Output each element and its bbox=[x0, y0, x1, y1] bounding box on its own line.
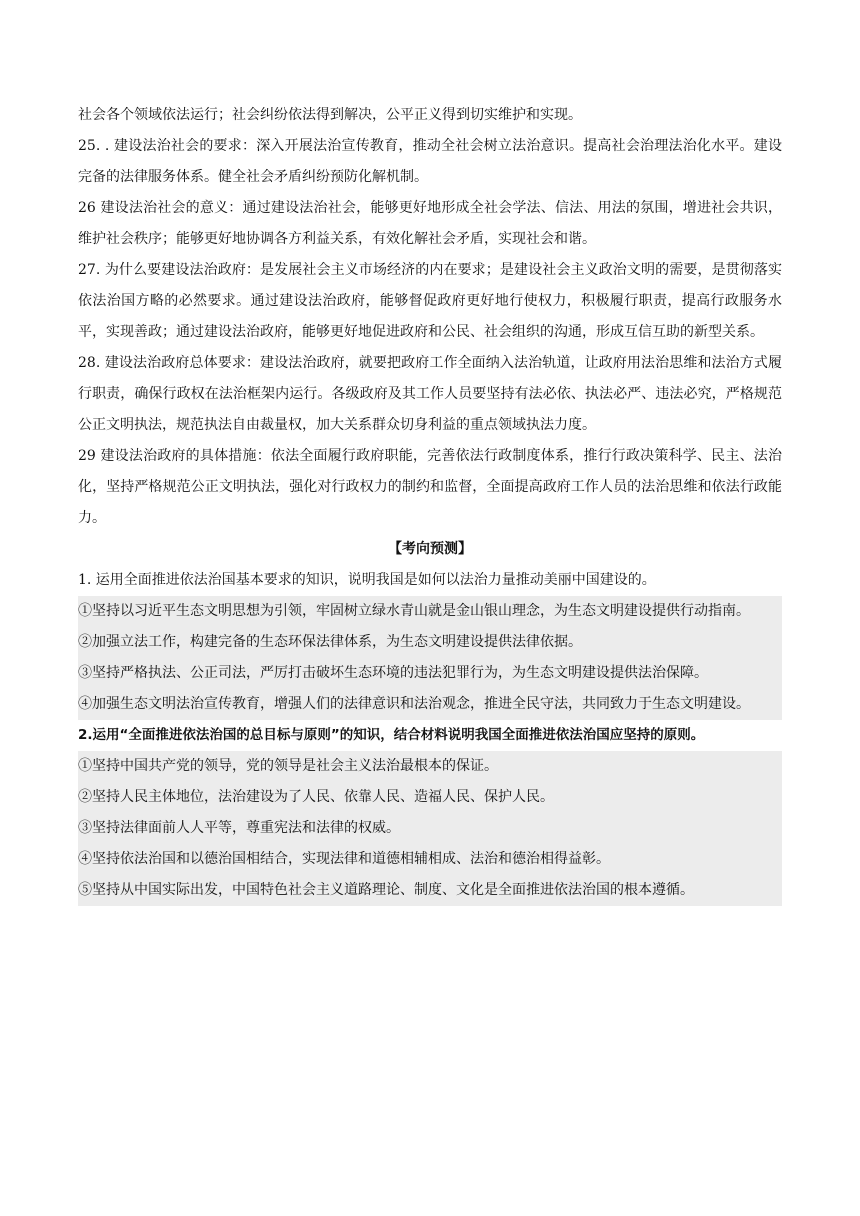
paragraph-27: 27. 为什么要建设法治政府：是发展社会主义市场经济的内在要求；是建设社会主义政治文明的需要，是贯彻落实依法治国方略的必然要求。通过建设法治政府，能够督促政府更好地行使权力，积极履行职责，提高行政服务水平，实现善政；通过建设法治政府，能够更好地促进政府和公民、社会组织的沟通，形成互信互助的新型关系。 bbox=[78, 262, 782, 340]
question-2-answer-2: ②坚持人民主体地位，法治建设为了人民、依靠人民、造福人民、保护人民。 bbox=[78, 789, 554, 805]
question-1-answer-4: ④加强生态文明法治宣传教育，增强人们的法律意识和法治观念，推进全民守法，共同致力于生态文明建设。 bbox=[78, 696, 750, 712]
document-page bbox=[78, 100, 782, 906]
question-2-answer-5: ⑤坚持从中国实际出发，中国特色社会主义道路理论、制度、文化是全面推进依法治国的根本遵循。 bbox=[78, 882, 694, 898]
question-1-answers bbox=[78, 596, 782, 720]
question-2-answers bbox=[78, 751, 782, 906]
paragraph-28: 28. 建设法治政府总体要求：建设法治政府，就要把政府工作全面纳入法治轨道，让政府用法治思维和法治方式履行职责，确保行政权在法治框架内运行。各级政府及其工作人员要坚持有法必依、执法必严、违法必究，严格规范公正文明执法，规范执法自由裁量权，加大关系群众切身利益的重点领域执法力度。 bbox=[78, 355, 782, 433]
paragraph-26: 26 建设法治社会的意义：通过建设法治社会，能够更好地形成全社会学法、信法、用法的氛围，增进社会共识，维护社会秩序；能够更好地协调各方利益关系，有效化解社会矛盾，实现社会和谐。 bbox=[78, 200, 782, 247]
question-2-answer-4: ④坚持依法治国和以德治国相结合，实现法律和道德相辅相成、法治和德治相得益彰。 bbox=[78, 851, 610, 867]
question-2-prompt: 2.运用“全面推进依法治国的总目标与原则”的知识，结合材料说明我国全面推进依法治国应坚持的原则。 bbox=[78, 727, 705, 743]
question-1-answer-3: ③坚持严格执法、公正司法，严厉打击破坏生态环境的违法犯罪行为，为生态文明建设提供法治保障。 bbox=[78, 665, 708, 681]
question-1-answer-1: ①坚持以习近平生态文明思想为引领，牢固树立绿水青山就是金山银山理念，为生态文明建设提供行动指南。 bbox=[78, 603, 750, 619]
question-2-answer-1: ①坚持中国共产党的领导，党的领导是社会主义法治最根本的保证。 bbox=[78, 758, 498, 774]
paragraph-29: 29 建设法治政府的具体措施：依法全面履行政府职能，完善依法行政制度体系，推行行政决策科学、民主、法治化，坚持严格规范公正文明执法，强化对行政权力的制约和监督，全面提高政府工作人员的法治思维和依法行政能力。 bbox=[78, 448, 782, 526]
paragraph-25: 25. . 建设法治社会的要求：深入开展法治宣传教育，推动全社会树立法治意识。提高社会治理法治化水平。建设完备的法律服务体系。健全社会矛盾纠纷预防化解机制。 bbox=[78, 138, 782, 185]
paragraph-continuation: 社会各个领域依法运行；社会纠纷依法得到解决，公平正义得到切实维护和实现。 bbox=[78, 107, 582, 123]
question-1-answer-2: ②加强立法工作，构建完备的生态环保法律体系，为生态文明建设提供法律依据。 bbox=[78, 634, 582, 650]
question-2-answer-3: ③坚持法律面前人人平等，尊重宪法和法律的权威。 bbox=[78, 820, 400, 836]
question-1-prompt: 1. 运用全面推进依法治国基本要求的知识，说明我国是如何以法治力量推动美丽中国建设的。 bbox=[78, 572, 656, 588]
section-title: 【考向预测】 bbox=[388, 541, 472, 557]
